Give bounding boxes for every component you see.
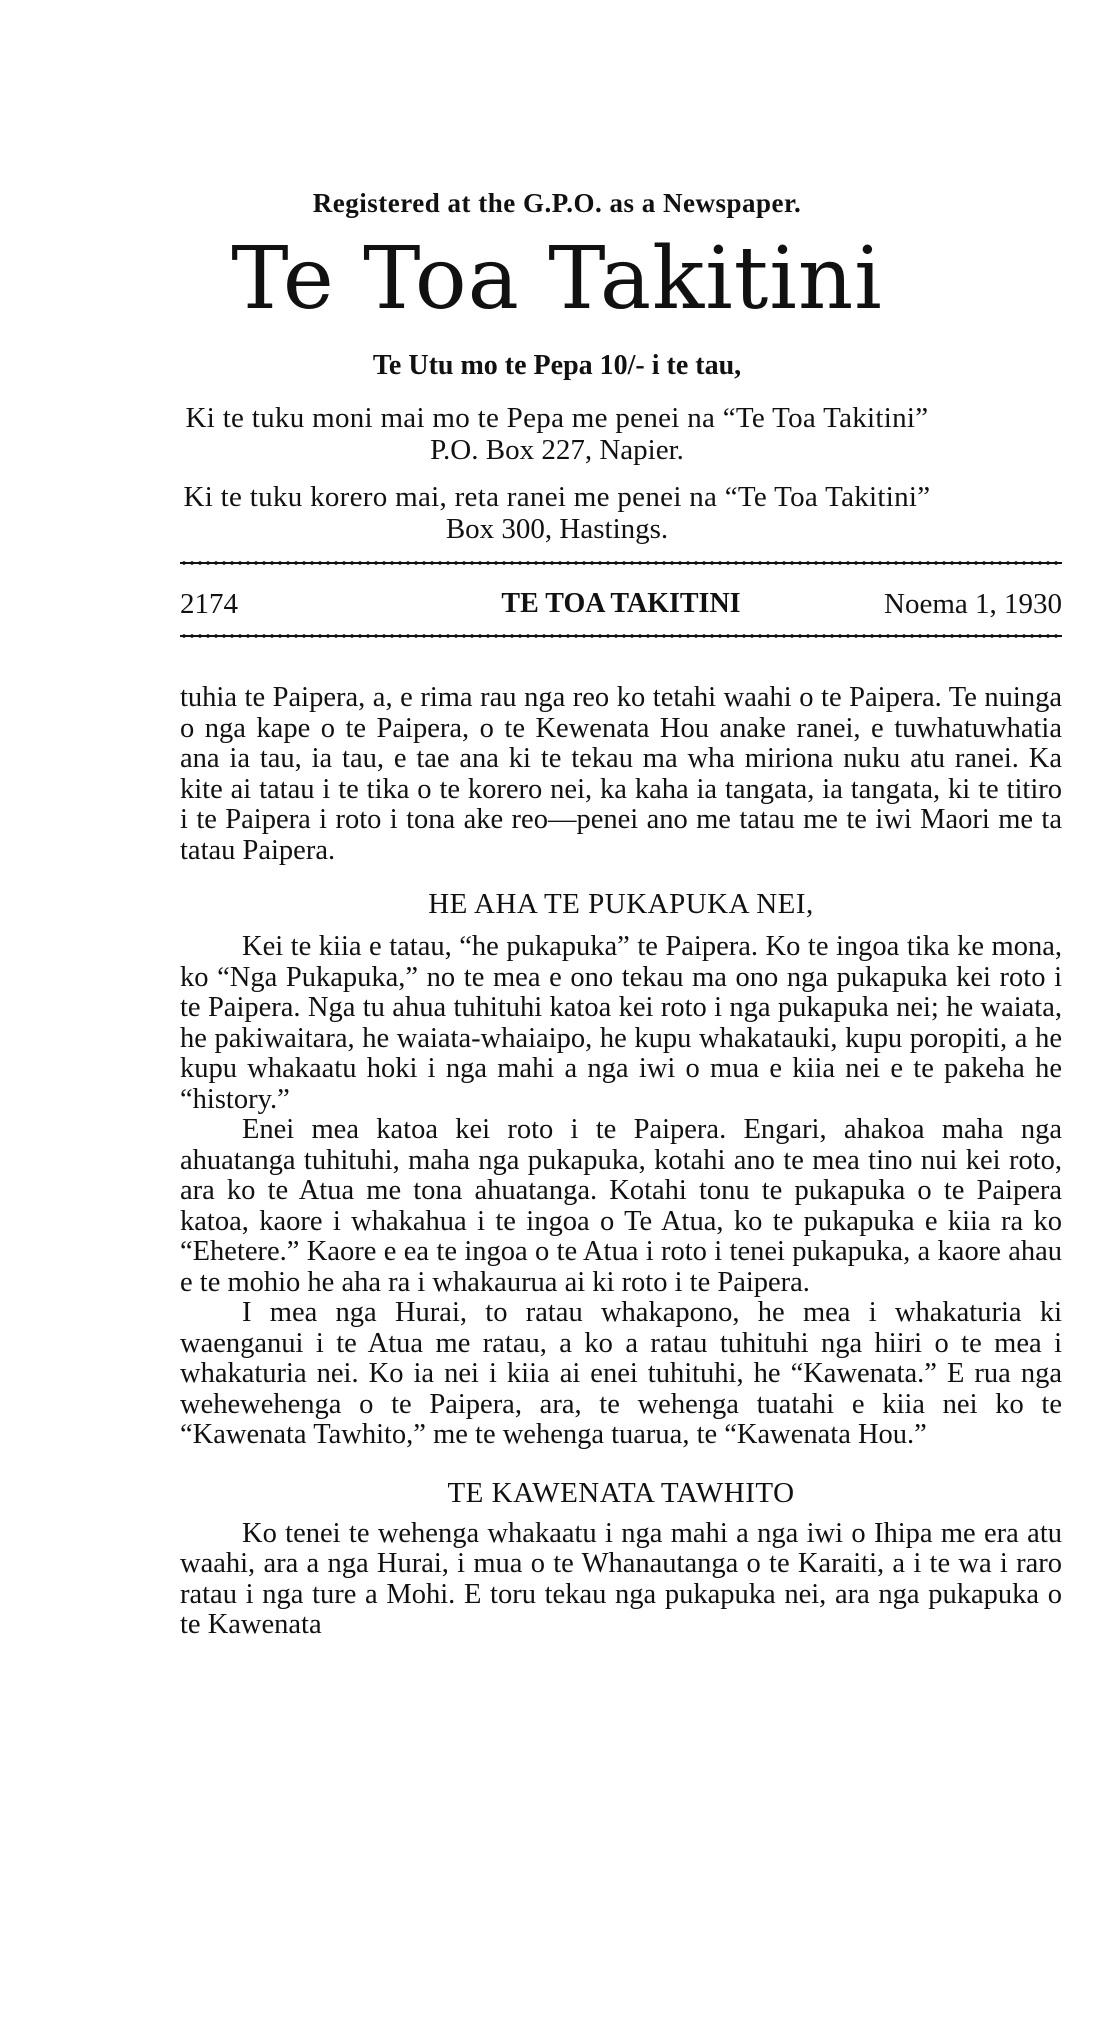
section-heading: TE KAWENATA TAWHITO — [447, 1476, 795, 1509]
paragraph: I mea nga Hurai, to ratau whakapono, he mea i whakaturia ki waenganui i te Atua me ratau, a ko a ratau tuhituhi nga hiiri o te mea i whakaturia nei. Ko ia nei i kiia ai enei tuhituhi, he “Kawenata.” E rua nga wehewehenga o te Paipera, ara, te wehenga tuatahi e kiia nei ko te “Kawenata Tawhito,” me te wehenga tuarua, te “Kawenata Hou.” — [180, 1297, 1062, 1450]
dotted-rule-bottom — [180, 633, 1062, 639]
article-body — [180, 683, 1062, 1641]
news-address-box: Box 300, Hastings. — [445, 513, 669, 545]
page-number: 2174 — [180, 588, 238, 620]
news-address-line: Ki te tuku korero mai, reta ranei me penei na “Te Toa Takitini” — [183, 481, 931, 513]
paragraph: Enei mea katoa kei roto i te Paipera. Engari, ahakoa maha nga ahuatanga tuhituhi, maha nga pukapuka, kotahi ano te mea tino nui kei roto, ara ko te Atua me tona ahuatanga. Kotahi tonu te pukapuka o te Paipera katoa, kaore i whakahua i te ingoa o Te Atua, ko te pukapuka e kiia ra ko “Ehetere.” Kaore e ea te ingoa o te Atua i roto i tenei pukapuka, a kaore ahau e te mohio he aha ra i whakaurua ai ki roto i te Paipera. — [180, 1114, 1062, 1298]
dotted-rule-top — [180, 560, 1062, 566]
registration-notice: Registered at the G.P.O. as a Newspaper. — [312, 188, 802, 218]
subscription-price: Te Utu mo te Pepa 10/- i te tau, — [372, 350, 742, 381]
paragraph: Kei te kiia e tatau, “he pukapuka” te Paipera. Ko te ingoa tika ke mona, ko “Nga Pukapuka,” no te mea e ono tekau ma ono nga pukapuka kei roto i te Paipera. Nga tu ahua tuhituhi katoa kei roto i nga pukapuka nei; he waiata, he pakiwaitara, he waiata-whaiaipo, he kupu whakatauki, kupu poropiti, a he kupu whakaatu hoki i nga mahi a nga iwi o mua e kiia nei e te pakeha he “history.” — [180, 931, 1062, 1115]
money-address-line: Ki te tuku moni mai mo te Pepa me penei na “Te Toa Takitini” — [185, 402, 929, 434]
masthead-title: Te Toa Takitini — [231, 229, 883, 329]
issue-date: Noema 1, 1930 — [884, 588, 1062, 620]
folio-line — [180, 588, 1062, 624]
money-address-box: P.O. Box 227, Napier. — [430, 434, 684, 466]
paragraph: Ko tenei te wehenga whakaatu i nga mahi a nga iwi o Ihipa me era atu waahi, ara a nga Hurai, i mua o te Whanautanga o te Karaiti, a i te wa i raro ratau i nga ture a Mohi. E toru tekau nga pukapuka nei, ara nga pukapuka o te Kawenata — [180, 1517, 1062, 1640]
running-head: TE TOA TAKITINI — [501, 588, 741, 619]
section-heading: HE AHA TE PUKAPUKA NEI, — [428, 888, 814, 920]
opening-paragraph: tuhia te Paipera, a, e rima rau nga reo ko tetahi waahi o te Paipera. Te nuinga o nga kape o te Paipera, o te Kewenata Hou anake ranei, e tuwhatuwhatia ana ia tau, ia tau, e tae ana ki te tekau ma wha miriona nuku atu ranei. Ka kite ai tatau i te tika o te korero nei, ka kaha ia tangata, ia tangata, ki te titiro i te Paipera i roto i tona ake reo—penei ano me tatau me te iwi Maori me ta tatau Paipera. — [180, 682, 1062, 866]
